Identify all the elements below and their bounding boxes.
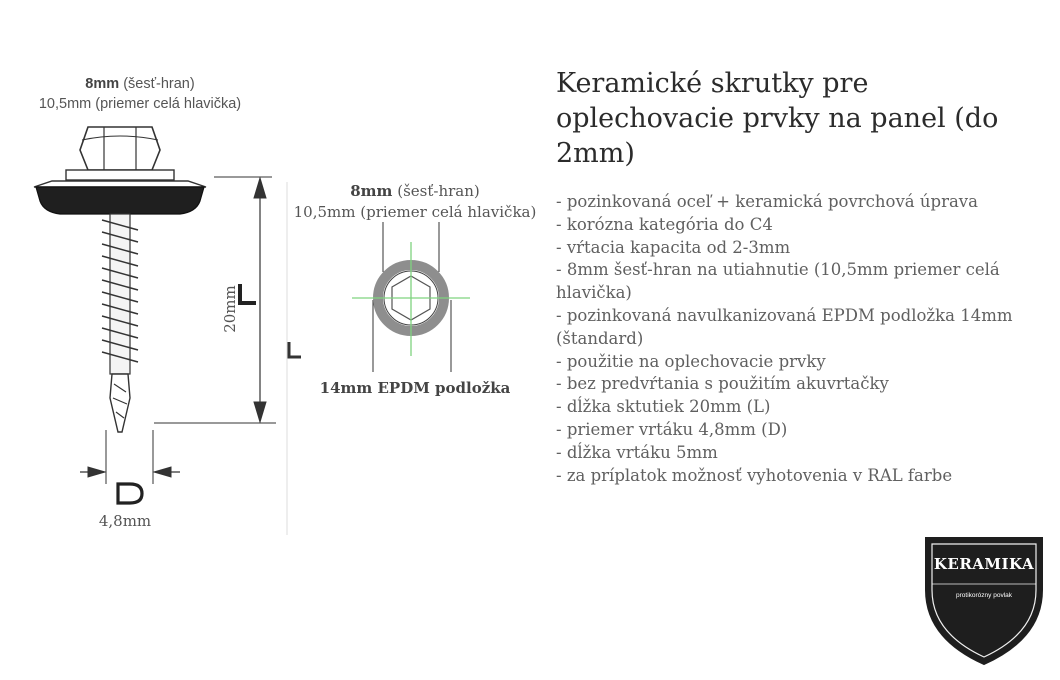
head-size-note: (šesť-hran) [123, 76, 195, 92]
washer-head-size-value: 8mm [350, 182, 393, 200]
feature-item: - za príplatok možnosť vyhotovenia v RAL farbe [556, 465, 953, 485]
head-size-label [40, 76, 240, 92]
badge-name: KERAMIKA [933, 555, 1035, 573]
washer-head-size-label [300, 182, 530, 200]
head-diameter-label: 10,5mm (priemer celá hlavička) [38, 96, 242, 112]
screw-head-icon [34, 127, 206, 214]
keramika-badge [922, 534, 1046, 668]
diameter-dimension-icon [80, 430, 180, 484]
feature-item: - dĺžka sktutiek 20mm (L) [556, 397, 771, 417]
feature-item: - pozinkovaná oceľ + keramická povrchová úprava [556, 192, 978, 211]
feature-item: - vŕtacia kapacita od 2-3mm [556, 237, 791, 257]
badge-subtitle: protikorózny povlak [956, 592, 1012, 599]
head-size-value: 8mm [85, 76, 120, 92]
feature-item: - 8mm šesť-hran na utiahnutie (10,5mm priemer celá hlavička) [556, 260, 1000, 303]
length-letter-large-icon [240, 284, 256, 303]
washer-top-view-icon [352, 222, 470, 372]
washer-label: 14mm EPDM podložka [319, 379, 511, 397]
drill-diameter-label: 4,8mm [98, 512, 152, 530]
length-letter-small-icon [289, 342, 301, 357]
feature-item: - korózna kategória do C4 [556, 214, 773, 234]
product-info [556, 66, 1036, 487]
feature-list [556, 191, 1036, 487]
feature-item: - použitie na oplechovacie prvky [556, 351, 826, 371]
feature-item: - bez predvŕtania s použitím akuvrtačky [556, 374, 889, 394]
feature-item: - pozinkovaná navulkanizovaná EPDM podložka 14mm (štandard) [556, 305, 1013, 348]
feature-item: - dĺžka vrtáku 5mm [556, 442, 718, 462]
product-title: Keramické skrutky pre oplechovacie prvky na panel (do 2mm) [556, 68, 999, 169]
washer-head-diameter-label: 10,5mm (priemer celá hlavička) [293, 203, 537, 221]
feature-item: - priemer vrtáku 4,8mm (D) [556, 419, 788, 439]
length-dimension-label: 20mm [221, 285, 239, 333]
washer-head-size-note: (šesť-hran) [397, 182, 480, 200]
diameter-letter-icon [118, 484, 142, 503]
screw-shank-icon [102, 214, 138, 432]
